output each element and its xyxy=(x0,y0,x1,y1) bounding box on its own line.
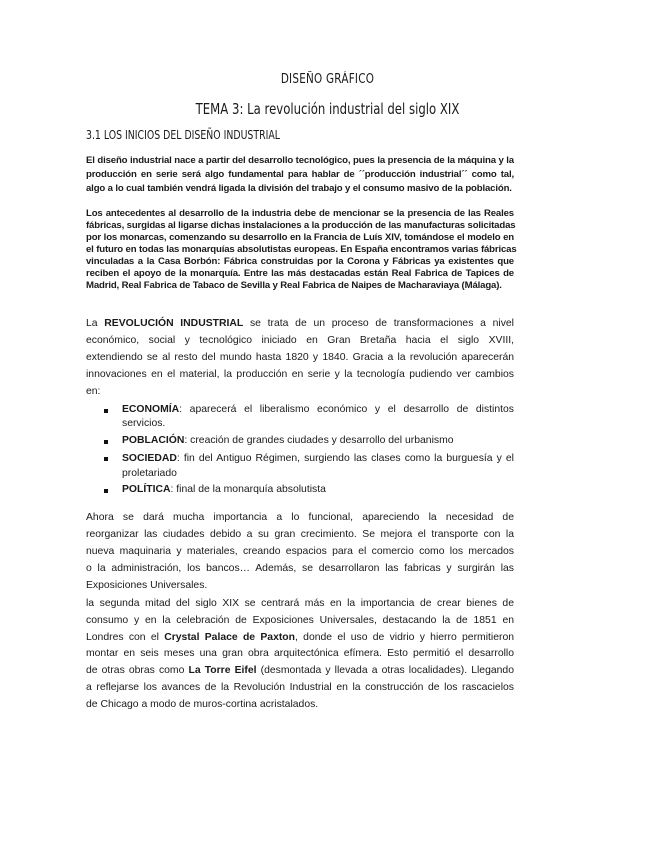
text-line xyxy=(86,208,514,220)
list-item xyxy=(104,434,514,448)
bold-text: POBLACIÓN xyxy=(122,435,185,446)
changes-list xyxy=(104,403,514,497)
text-segment: de otras obras como xyxy=(86,665,189,677)
bullet-icon xyxy=(104,409,108,413)
document-subtitle: TEMA 3: La revolución industrial del siglo XIX xyxy=(195,100,460,118)
text-line xyxy=(86,613,514,630)
paragraph-intro xyxy=(86,154,514,196)
list-item xyxy=(104,483,514,497)
text-segment: reorganizar las ciudades debido a su gran crecimiento. Se mejora el transporte con la xyxy=(86,529,514,540)
text-line xyxy=(122,451,514,466)
bold-text: POLÍTICA xyxy=(122,484,171,495)
text-segment: servicios. xyxy=(122,418,166,429)
text-line xyxy=(86,280,514,292)
text-line xyxy=(86,596,514,613)
bold-text: Crystal Palace de Paxton xyxy=(164,631,296,643)
text-line xyxy=(86,663,514,680)
text-segment: : final de la monarquía absolutista xyxy=(170,484,326,495)
text-segment: nueva maquinaria y materiales, creando espacios para el comercio como los mercados xyxy=(86,546,514,557)
text-segment: a reflejarse los avances de la Revolución Industrial en la construcción de los rascacielos xyxy=(86,681,514,693)
bullet-icon xyxy=(104,440,108,444)
text-segment: la segunda mitad del siglo XIX se centrará más en la importancia de crear bienes de xyxy=(86,598,514,609)
text-line xyxy=(86,646,514,663)
text-line xyxy=(86,543,514,560)
text-line xyxy=(86,220,514,232)
text-line xyxy=(86,383,514,400)
text-segment: : fin del Antiguo Régimen, surgiendo las clases como la burguesía y el xyxy=(176,453,514,464)
text-segment: consumo y en la celebración de Exposiciones Universales, destacando la de 1851 en xyxy=(86,614,514,626)
text-segment: o la administración, los bancos… Además, se desarrollaron las fabricas y surgirán las xyxy=(86,563,514,574)
text-line xyxy=(86,168,514,182)
text-segment: extendiendo se al resto del mundo hasta 1820 y 1840. Gracia a la revolución aparecerán xyxy=(86,352,514,363)
text-line xyxy=(86,366,514,383)
text-line xyxy=(122,434,514,448)
text-segment: proletariado xyxy=(122,468,177,479)
text-line xyxy=(122,483,514,497)
bold-text: SOCIEDAD xyxy=(122,453,177,464)
paragraph-antecedents xyxy=(86,208,517,292)
text-segment: Londres con el xyxy=(86,631,165,643)
text-line xyxy=(86,182,514,196)
text-line xyxy=(86,680,514,697)
text-segment: Madrid, Real Fabrica de Tabaco de Sevilla y Real Fabrica de Naipes de Macharaviaya (Málaga). xyxy=(86,280,502,291)
text-line xyxy=(86,526,514,543)
bold-text: REVOLUCIÓN INDUSTRIAL xyxy=(104,318,244,329)
text-line xyxy=(86,154,514,168)
paragraph-second-half xyxy=(86,596,514,714)
text-segment: Exposiciones Universales. xyxy=(86,580,208,591)
text-segment: por los monarcas, comenzando su desarrollo en la Francia de Luís XIV, tomándose el modelo en xyxy=(86,232,514,243)
bullet-icon xyxy=(104,457,108,461)
text-segment: , donde el uso de vidrio y hierro permitieron xyxy=(295,631,514,643)
text-line xyxy=(86,630,514,647)
text-line xyxy=(86,315,514,332)
text-segment: fábricas, surgidas al ligarse dichas instalaciones a la producción de las manufacturas solicitadas xyxy=(86,220,516,231)
text-segment: El diseño industrial nace a partir del desarrollo tecnológico, pues la presencia de la máquina y la xyxy=(86,155,514,166)
document-title: DISEÑO GRÁFICO xyxy=(280,72,375,87)
paragraph-functional xyxy=(86,509,514,594)
text-line xyxy=(122,403,514,417)
text-segment: Los antecedentes al desarrollo de la industria debe de mencionar se la presencia de las Reales xyxy=(86,208,514,219)
text-segment: algo a lo cual también vendrá ligada la división del trabajo y el consumo masivo de la población. xyxy=(86,183,512,194)
text-segment: (desmontada y llevada a otras localidades). Llegando xyxy=(256,665,514,677)
text-segment: vinculadas a la Casa Borbón: Fábrica construidas por la Corona y Fábricas ya existentes que xyxy=(86,256,514,267)
text-segment: montar en seis meses una gran obra arquitectónica efímera. Esto permitió el desarrollo xyxy=(86,648,514,660)
text-segment: Ahora se dará mucha importancia a lo funcional, apareciendo la necesidad de xyxy=(86,512,514,523)
list-item xyxy=(104,403,514,431)
paragraph-revolution xyxy=(86,315,514,400)
text-line xyxy=(86,577,514,594)
text-line xyxy=(86,509,514,526)
text-segment: : aparecerá el liberalismo económico y el desarrollo de distintos xyxy=(179,404,514,415)
text-line xyxy=(86,332,514,349)
text-line xyxy=(86,349,514,366)
text-segment: el futuro en todas las monarquías absolutistas europeas. En España encontramos varias fábricas xyxy=(86,244,517,255)
bold-text: La Torre Eifel xyxy=(188,665,257,677)
text-line xyxy=(86,244,517,256)
text-segment: reciben el apoyo de la monarquía. Entre las más destacadas están Real Fabrica de Tapices de xyxy=(86,268,514,279)
text-segment: producción en serie será algo fundamental para hablar de ´´producción industrial´´ como tal, xyxy=(86,169,514,180)
text-line xyxy=(86,560,514,577)
text-line xyxy=(122,417,514,431)
list-item xyxy=(104,451,514,481)
text-segment: en: xyxy=(86,386,101,397)
text-segment: La xyxy=(86,318,105,329)
text-segment: : creación de grandes ciudades y desarrollo del urbanismo xyxy=(184,435,454,446)
text-line xyxy=(122,466,514,481)
bullet-icon xyxy=(104,489,108,493)
text-segment: se trata de un proceso de transformaciones a nivel xyxy=(243,318,514,329)
section-heading: 3.1 LOS INICIOS DEL DISEÑO INDUSTRIAL xyxy=(86,128,280,142)
text-segment: económico, social y tecnológico iniciado en Gran Bretaña hacia el siglo XVIII, xyxy=(86,335,514,346)
text-line xyxy=(86,256,514,268)
bold-text: ECONOMÍA xyxy=(122,404,180,415)
text-line xyxy=(86,697,514,714)
text-line xyxy=(86,268,514,280)
text-segment: de Chicago a modo de muros-cortina acristalados. xyxy=(86,698,319,710)
text-line xyxy=(86,232,514,244)
text-segment: innovaciones en el material, la producción en serie y la tecnología pudiendo ver cambios xyxy=(86,369,514,380)
